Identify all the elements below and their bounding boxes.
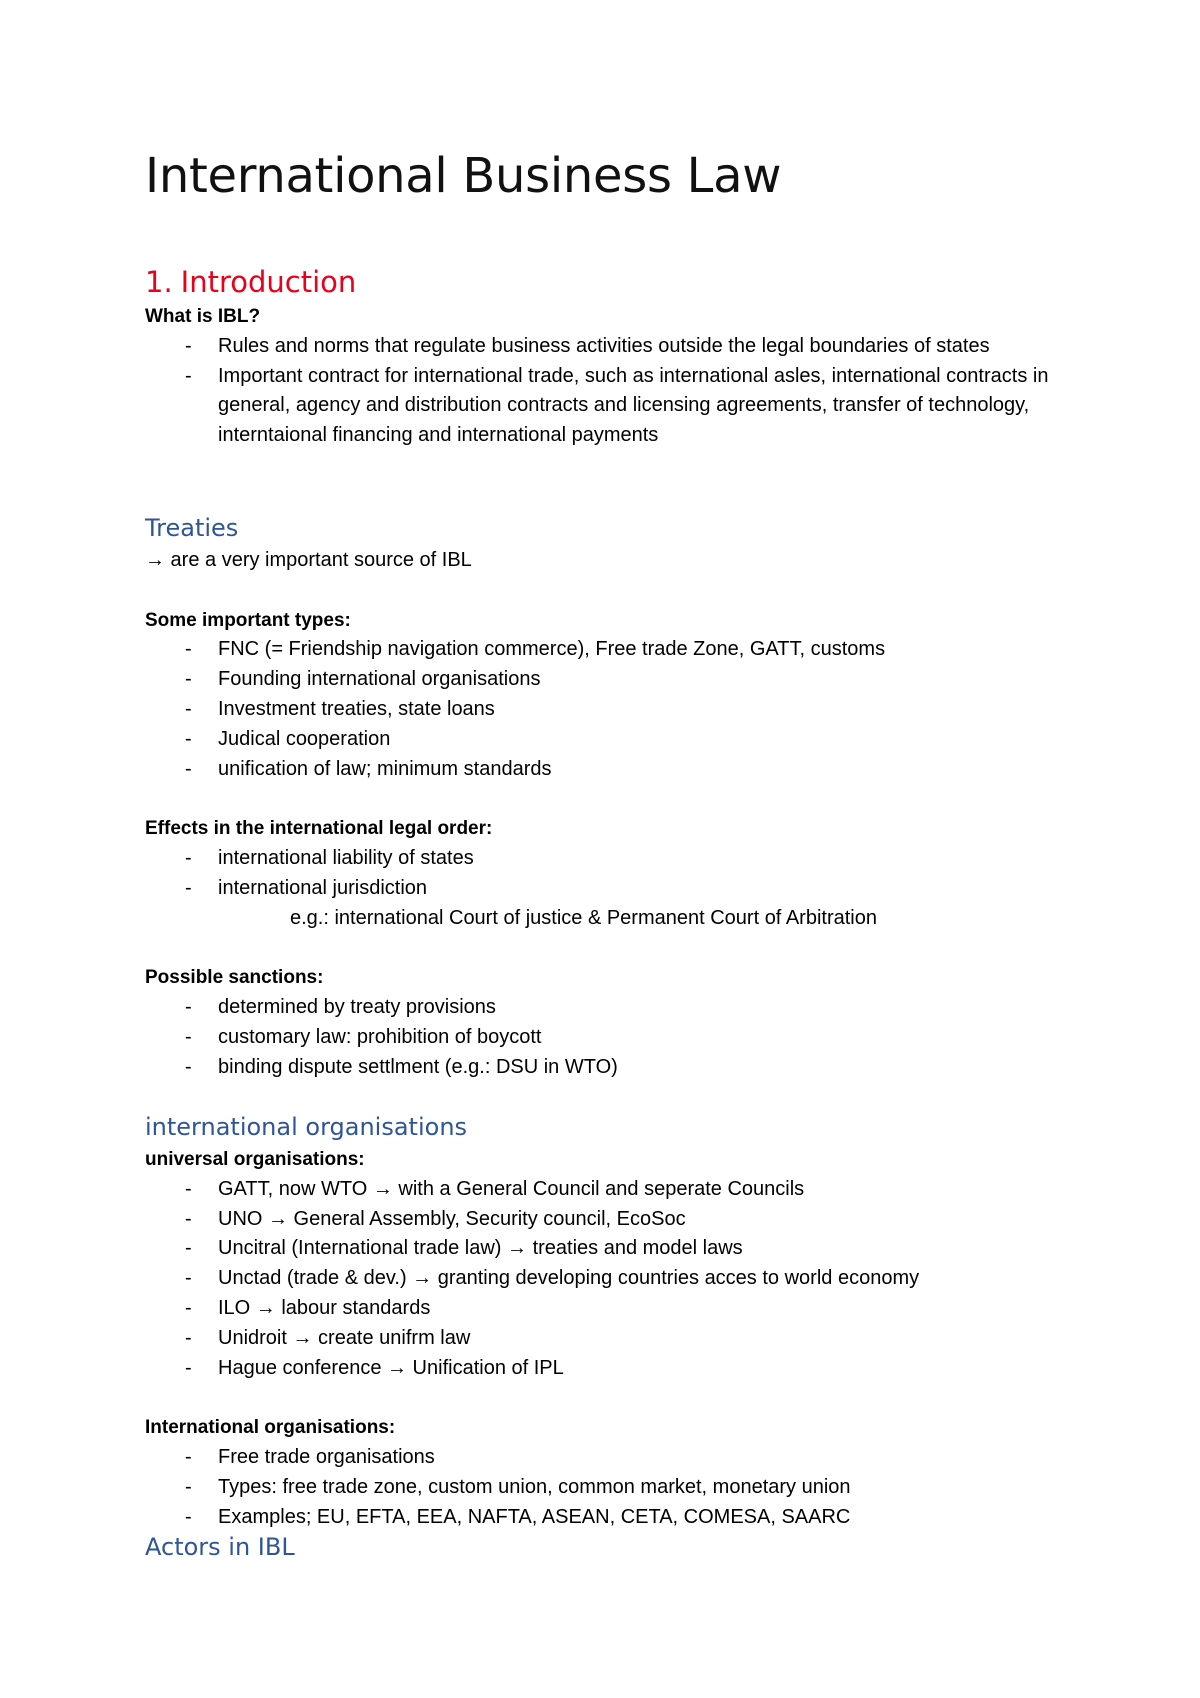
- list-item: - Hague conference → Unification of IPL: [185, 1356, 564, 1379]
- treaties-types-list: [145, 635, 1075, 784]
- list-item: - binding dispute settlment (e.g.: DSU in WTO): [185, 1055, 618, 1078]
- treaties-effects-list: [145, 844, 1075, 904]
- list-item: - Unidroit → create unifrm law: [185, 1326, 471, 1349]
- list-item: - Founding international organisations: [185, 668, 541, 691]
- list-item: - determined by treaty provisions: [185, 995, 496, 1018]
- international-organisations-label: International organisations:: [145, 1417, 396, 1439]
- list-item-text: Rules and norms that regulate business activities outside the legal boundaries of states: [218, 334, 990, 357]
- treaties-sanctions-list: [145, 993, 1075, 1082]
- treaties-effects-example: e.g.: international Court of justice & Permanent Court of Arbitration: [290, 906, 877, 929]
- treaties-effects-label: Effects in the international legal order:: [145, 818, 493, 840]
- treaties-block: [145, 546, 1075, 1082]
- treaties-heading: Treaties: [145, 514, 239, 542]
- intro-list: [145, 332, 1075, 451]
- organisations-heading: international organisations: [145, 1113, 468, 1141]
- list-item: - Investment treaties, state loans: [185, 697, 495, 720]
- treaties-lead: → are a very important source of IBL: [145, 549, 472, 571]
- list-item: - GATT, now WTO → with a General Council and seperate Councils: [185, 1177, 805, 1200]
- list-item: - UNO → General Assembly, Security council, EcoSoc: [185, 1207, 686, 1230]
- list-item: - Rules and norms that regulate business activities outside the legal boundaries of states: [185, 334, 990, 357]
- list-item: - ILO → labour standards: [185, 1296, 431, 1319]
- list-item: - customary law: prohibition of boycott: [185, 1025, 542, 1048]
- intro-question: What is IBL?: [145, 306, 261, 327]
- list-item: - international jurisdiction: [185, 876, 428, 899]
- international-organisations-list: [145, 1443, 1075, 1532]
- intro-heading-number: 1.: [145, 265, 173, 299]
- list-item: - Uncitral (International trade law) → treaties and model laws: [185, 1237, 743, 1260]
- list-item: - Examples; EU, EFTA, EEA, NAFTA, ASEAN, CETA, COMESA, SAARC: [185, 1505, 851, 1528]
- organisations-block: [145, 1145, 1075, 1532]
- list-item: - Judical cooperation: [185, 727, 391, 750]
- universal-organisations-label: universal organisations:: [145, 1149, 365, 1170]
- list-item: - Types: free trade zone, custom union, common market, monetary union: [185, 1475, 851, 1498]
- list-item: - international liability of states: [185, 846, 474, 869]
- treaties-types-label: Some important types:: [145, 609, 351, 631]
- list-item: - FNC (= Friendship navigation commerce), Free trade Zone, GATT, customs: [185, 638, 886, 661]
- treaties-sanctions-label: Possible sanctions:: [145, 967, 324, 989]
- list-item: - unification of law; minimum standards: [185, 757, 552, 780]
- list-item: - Important contract for international trade, such as international asles, international contracts in general, agency and distribution contracts and licensing agreements, transfer of technology, interntaional financing and international payments: [185, 364, 1049, 447]
- intro-heading-text: Introduction: [180, 265, 357, 299]
- list-item-text: Important contract for international trade, such as international asles, international contracts in general, agency and distribution contracts and licensing agreements, transfer of technology, interntaional financing and international payments: [218, 364, 1049, 447]
- intro-block: [145, 302, 1075, 451]
- document-title: International Business Law: [145, 148, 782, 204]
- universal-organisations-list: [145, 1175, 1075, 1384]
- list-item: - Unctad (trade & dev.) → granting developing countries acces to world economy: [185, 1267, 920, 1290]
- intro-heading: [145, 264, 356, 300]
- list-item: - Free trade organisations: [185, 1445, 435, 1468]
- actors-heading: Actors in IBL: [145, 1533, 295, 1561]
